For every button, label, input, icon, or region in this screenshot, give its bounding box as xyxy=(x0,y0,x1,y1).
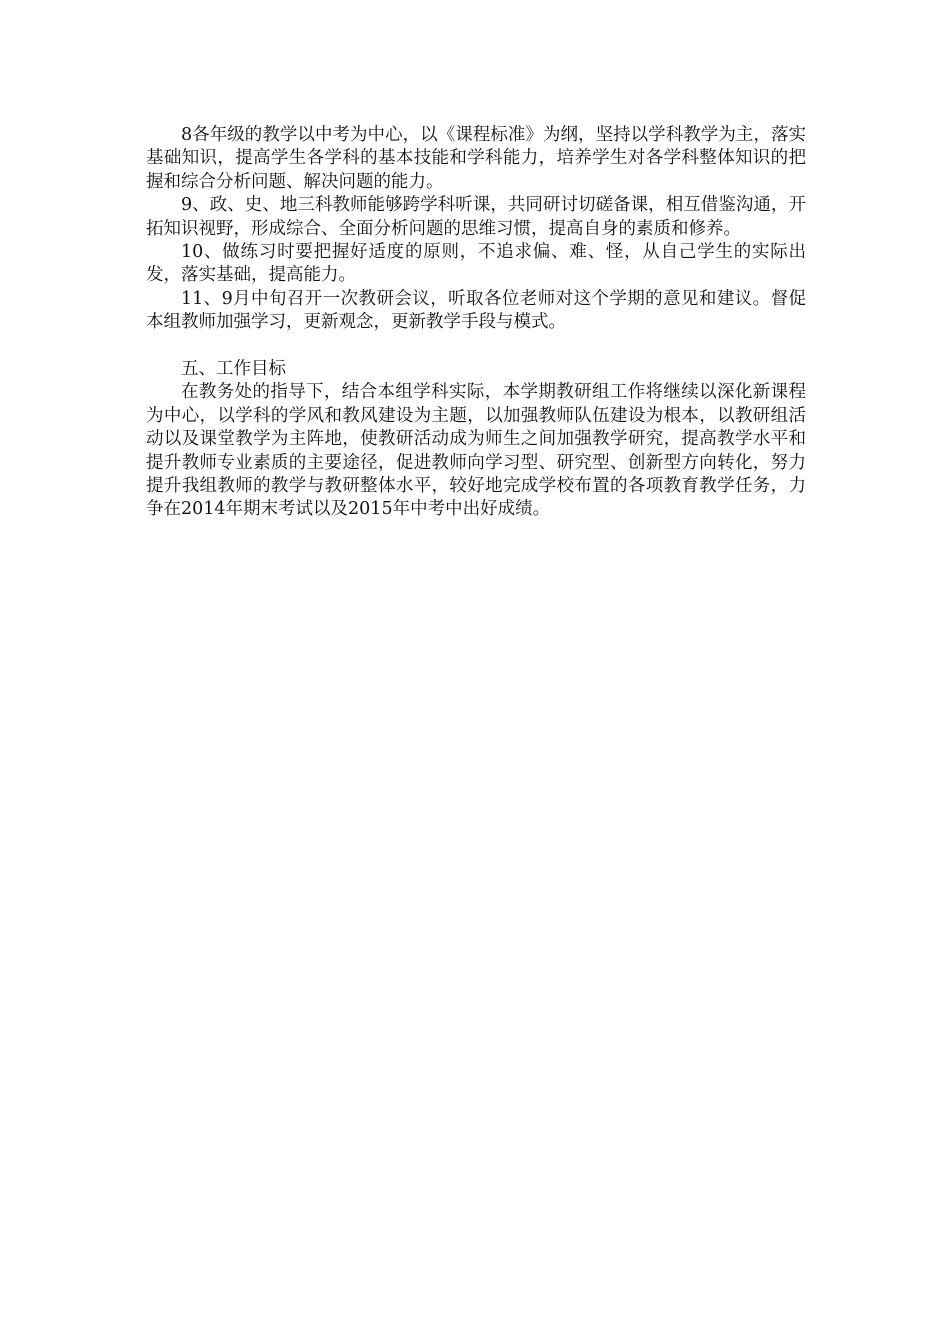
paragraph-item-11: 11、9月中旬召开一次教研会议，听取各位老师对这个学期的意见和建议。督促本组教师加强学习，更新观念，更新教学手段与模式。 xyxy=(146,288,806,333)
section-spacer xyxy=(146,335,806,358)
paragraph-item-10: 10、做练习时要把握好适度的原则，不追求偏、难、怪，从自己学生的实际出发，落实基础，提高能力。 xyxy=(146,242,806,286)
paragraph-item-9: 9、政、史、地三科教师能够跨学科听课，共同研讨切磋备课，相互借鉴沟通，开拓知识视野，形成综合、全面分析问题的思维习惯，提高自身的素质和修养。 xyxy=(146,195,806,239)
paragraph-item-8: 8各年级的教学以中考为中心，以《课程标准》为纲，坚持以学科教学为主，落实基础知识，提高学生各学科的基本技能和学科能力，培养学生对各学科整体知识的把握和综合分析问题、解决问题的能力。 xyxy=(146,125,806,192)
section-body: 在教务处的指导下，结合本组学科实际，本学期教研组工作将继续以深化新课程为中心，以学科的学风和教风建设为主题，以加强教师队伍建设为根本，以教研组活动以及课堂教学为主阵地，使教研活动成为师生之间加强教学研究，提高教学水平和提升教师专业素质的主要途径，促进教师向学习型、研究型、创新型方向转化，努力提升我组教师的教学与教研整体水平，较好地完成学校布置的各项教育教学任务，力争在2014年期末考试以及2015年中考中出好成绩。 xyxy=(146,382,806,520)
section-heading: 五、工作目标 xyxy=(181,359,286,380)
document-body xyxy=(146,124,806,522)
